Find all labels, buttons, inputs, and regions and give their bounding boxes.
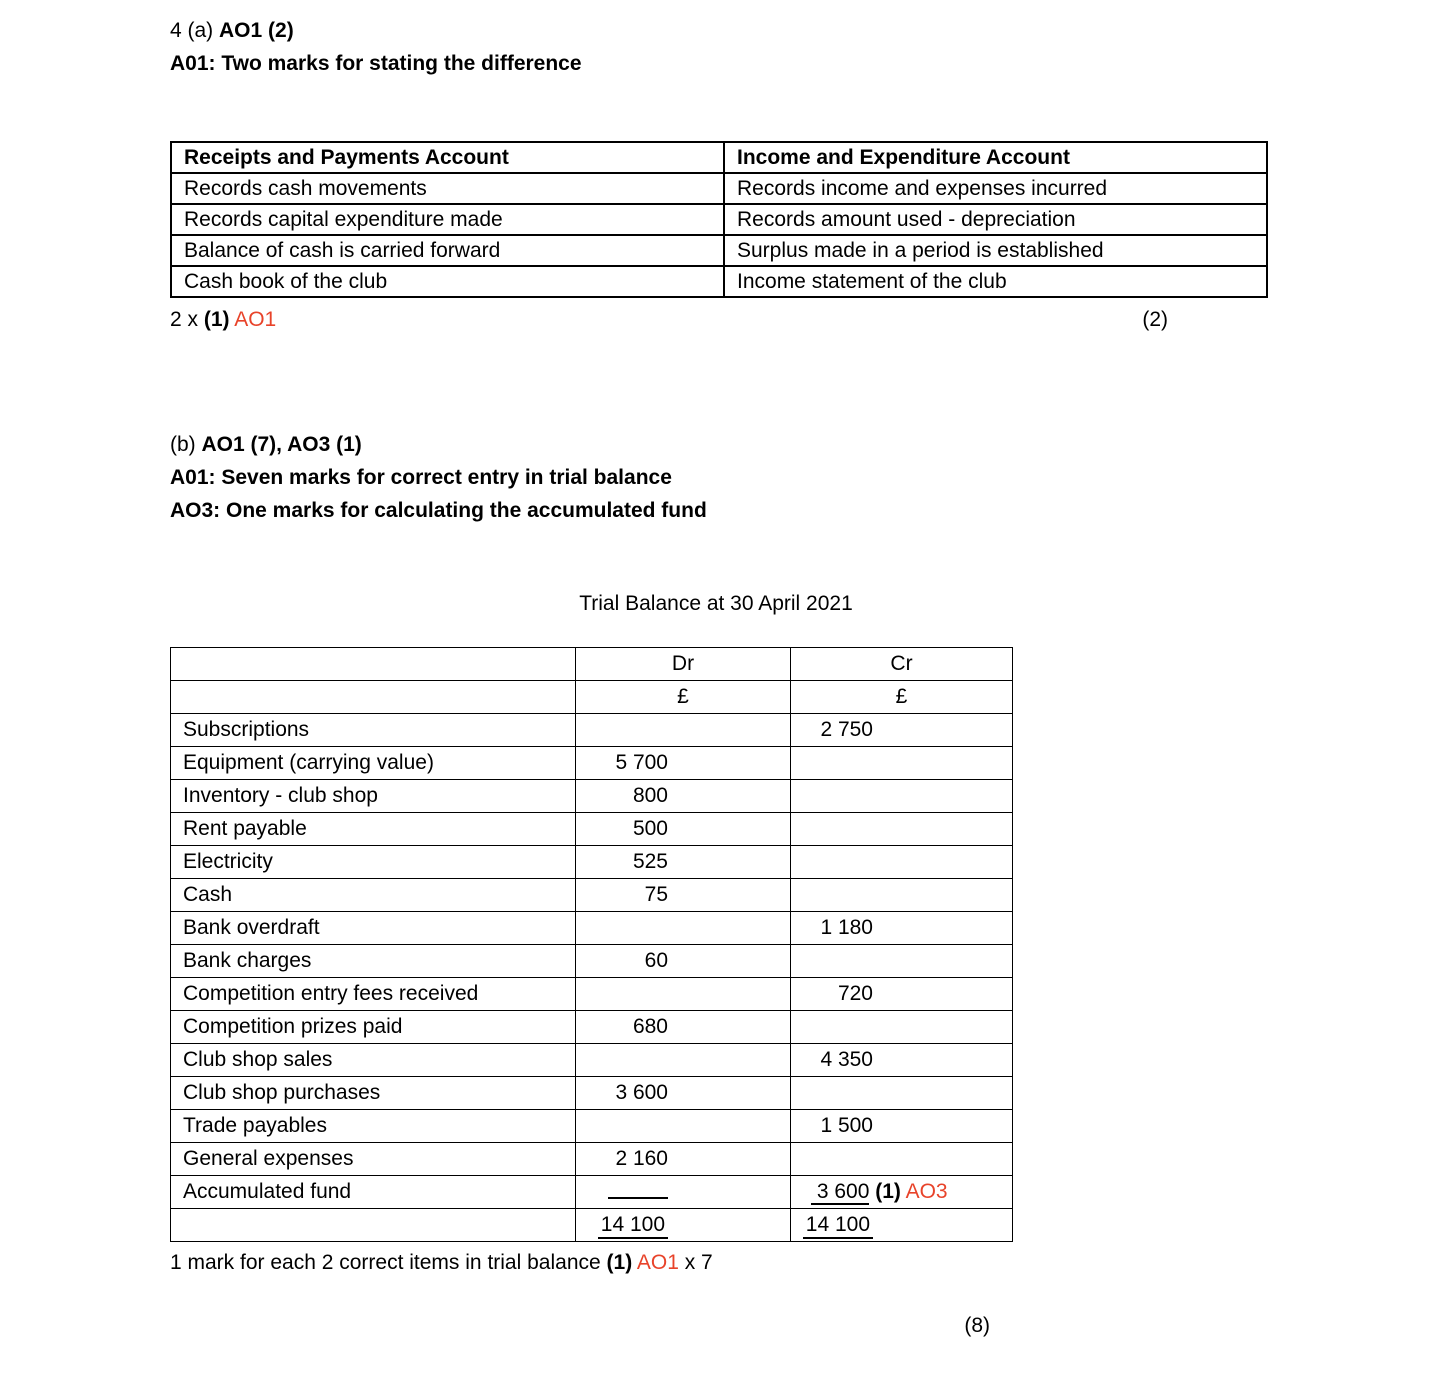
comparison-cell: Records cash movements: [171, 173, 724, 204]
account-label: Rent payable: [171, 813, 576, 846]
trial-balance-row: [171, 912, 1013, 945]
trial-balance-table: [170, 647, 1013, 1242]
comparison-table-body: [171, 142, 1267, 297]
trial-balance-body: [171, 648, 1013, 1242]
cr-amount: [791, 780, 1013, 813]
section-b-header-block: [170, 428, 1432, 527]
note-mark-point: (1): [606, 1251, 633, 1274]
cr-amount: 4 350: [791, 1044, 1013, 1077]
cr-amount: [791, 1209, 1013, 1242]
comparison-cell: Balance of cash is carried forward: [171, 235, 724, 266]
question-number: 4 (a): [170, 19, 220, 42]
dr-currency-symbol: £: [576, 681, 791, 714]
comparison-row: [171, 173, 1267, 204]
comparison-cell: Surplus made in a period is established: [724, 235, 1267, 266]
trial-balance-row: [171, 846, 1013, 879]
account-label: Competition entry fees received: [171, 978, 576, 1011]
dr-amount: 800: [576, 780, 791, 813]
dr-amount: 500: [576, 813, 791, 846]
comparison-header-row: [171, 142, 1267, 173]
trial-balance-marking-note: [170, 1246, 1432, 1279]
account-label: Equipment (carrying value): [171, 747, 576, 780]
account-label: Club shop sales: [171, 1044, 576, 1077]
cr-amount: [791, 879, 1013, 912]
trial-balance-row: [171, 1011, 1013, 1044]
trial-balance-row: [171, 879, 1013, 912]
trial-balance-row: [171, 813, 1013, 846]
cr-total-value: 14 100: [803, 1213, 873, 1239]
cr-currency-symbol: £: [791, 681, 1013, 714]
trial-balance-title: Trial Balance at 30 April 2021: [579, 592, 853, 615]
question-4b-heading: [170, 428, 1432, 461]
dr-amount: 75: [576, 879, 791, 912]
cr-amount: 720: [791, 978, 1013, 1011]
dr-amount: [576, 1044, 791, 1077]
assessment-objective-4a: AO1 (2): [219, 19, 294, 42]
comparison-header-left: Receipts and Payments Account: [171, 142, 724, 173]
cr-amount: 1 500: [791, 1110, 1013, 1143]
comparison-row: [171, 204, 1267, 235]
dr-total-value: 14 100: [598, 1213, 668, 1239]
account-label: Accumulated fund: [171, 1176, 576, 1209]
account-label: Competition prizes paid: [171, 1011, 576, 1044]
cr-column-header: Cr: [791, 648, 1013, 681]
trial-balance-header-row: [171, 648, 1013, 681]
trial-balance-total-row: [171, 1209, 1013, 1242]
trial-balance-row: [171, 747, 1013, 780]
account-label: Bank charges: [171, 945, 576, 978]
empty-header-cell: [171, 648, 576, 681]
note-ao-tag: AO1: [632, 1251, 679, 1274]
account-label: [171, 1209, 576, 1242]
account-label: Cash: [171, 879, 576, 912]
cr-amount: [791, 747, 1013, 780]
dr-amount: [576, 1209, 791, 1242]
trial-balance-row: [171, 1110, 1013, 1143]
dr-amount: 680: [576, 1011, 791, 1044]
dr-amount: [576, 978, 791, 1011]
trial-balance-row: [171, 1044, 1013, 1077]
ao-tag: AO1: [229, 308, 277, 331]
trial-balance-row: [171, 1143, 1013, 1176]
question-part-b: (b): [170, 433, 202, 456]
account-label: Trade payables: [171, 1110, 576, 1143]
section-a-marks-line: [170, 303, 1268, 336]
comparison-row: [171, 235, 1267, 266]
dr-amount: [576, 714, 791, 747]
comparison-row: [171, 266, 1267, 297]
dr-amount: 3 600: [576, 1077, 791, 1110]
dr-amount: 2 160: [576, 1143, 791, 1176]
dr-amount: [576, 912, 791, 945]
cr-amount: [791, 1077, 1013, 1110]
cr-mark-point: (1): [875, 1180, 901, 1203]
trial-balance-row: [171, 780, 1013, 813]
cr-amount: 1 180: [791, 912, 1013, 945]
account-label: Subscriptions: [171, 714, 576, 747]
blank-underline: [608, 1180, 668, 1199]
trial-balance-row: [171, 714, 1013, 747]
empty-header-cell: [171, 681, 576, 714]
section-b-description-2: AO3: One marks for calculating the accumulated fund: [170, 499, 707, 522]
account-label: Inventory - club shop: [171, 780, 576, 813]
note-text: 1 mark for each 2 correct items in trial balance: [170, 1251, 607, 1274]
section-a-description: A01: Two marks for stating the difference: [170, 52, 582, 75]
account-label: General expenses: [171, 1143, 576, 1176]
dr-amount: [576, 1110, 791, 1143]
comparison-cell: Records amount used - depreciation: [724, 204, 1267, 235]
section-b-description-1: A01: Seven marks for correct entry in trial balance: [170, 466, 672, 489]
cr-underlined-value: 3 600: [811, 1180, 870, 1203]
comparison-cell: Income statement of the club: [724, 266, 1267, 297]
dr-amount: [576, 1176, 791, 1209]
cr-amount: [791, 1176, 1013, 1209]
section-a-total-marks: (2): [1142, 308, 1168, 331]
trial-balance-row: [171, 1176, 1013, 1209]
trial-balance-currency-row: [171, 681, 1013, 714]
cr-amount: 2 750: [791, 714, 1013, 747]
dr-amount: 60: [576, 945, 791, 978]
cr-amount: [791, 945, 1013, 978]
comparison-header-right: Income and Expenditure Account: [724, 142, 1267, 173]
comparison-cell: Records income and expenses incurred: [724, 173, 1267, 204]
cr-amount: [791, 1011, 1013, 1044]
mark-point: (1): [203, 308, 230, 331]
trial-balance-row: [171, 978, 1013, 1011]
assessment-objective-4b: AO1 (7), AO3 (1): [201, 433, 362, 456]
cr-ao-tag: AO3: [900, 1180, 948, 1203]
cr-amount: [791, 846, 1013, 879]
marks-awarded-text: [170, 303, 276, 336]
account-label: Bank overdraft: [171, 912, 576, 945]
note-suffix: x 7: [678, 1251, 713, 1274]
trial-balance-row: [171, 945, 1013, 978]
question-total-marks: (8): [964, 1314, 990, 1337]
cr-amount: [791, 813, 1013, 846]
account-label: Club shop purchases: [171, 1077, 576, 1110]
trial-balance-row: [171, 1077, 1013, 1110]
cr-amount: [791, 1143, 1013, 1176]
dr-amount: 5 700: [576, 747, 791, 780]
dr-column-header: Dr: [576, 648, 791, 681]
account-label: Electricity: [171, 846, 576, 879]
comparison-cell: Cash book of the club: [171, 266, 724, 297]
marks-prefix: 2 x: [170, 308, 204, 331]
comparison-cell: Records capital expenditure made: [171, 204, 724, 235]
question-4a-heading: [170, 14, 1432, 47]
comparison-table: [170, 141, 1268, 298]
dr-amount: 525: [576, 846, 791, 879]
